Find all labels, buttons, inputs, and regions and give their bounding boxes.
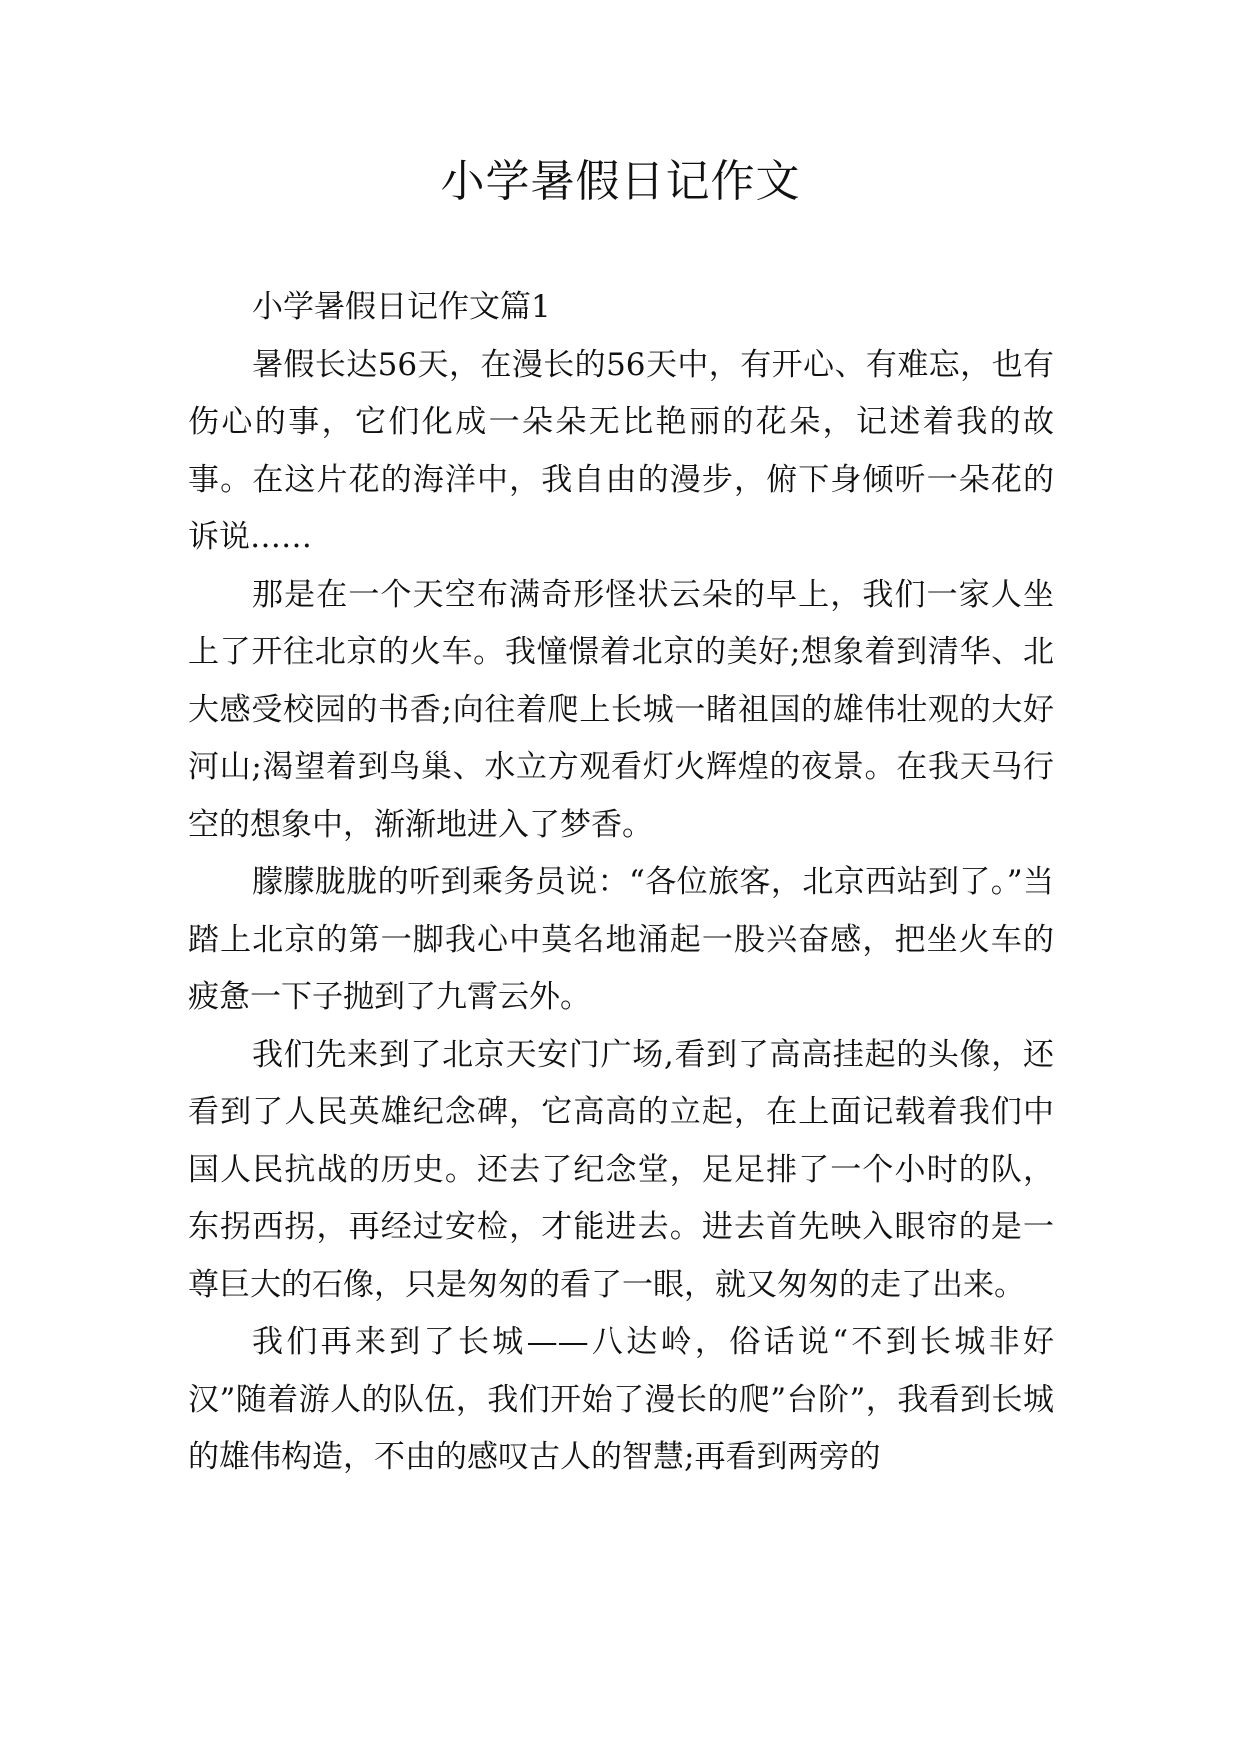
paragraph-1: 暑假长达56天，在漫长的56天中，有开心、有难忘，也有伤心的事，它们化成一朵朵无比艳丽的花朵，记述着我的故事。在这片花的海洋中，我自由的漫步，俯下身倾听一朵花的诉说…… [188,346,1054,555]
paragraph-4: 我们先来到了北京天安门广场,看到了高高挂起的头像，还看到了人民英雄纪念碑，它高高的立起，在上面记载着我们中国人民抗战的历史。还去了纪念堂，足足排了一个小时的队，东拐西拐，再经过安检，才能进去。进去首先映入眼帘的是一尊巨大的石像，只是匆匆的看了一眼，就又匆匆的走了出来。 [188,1036,1054,1303]
document-body [188,279,1054,1487]
section-heading: 小学暑假日记作文篇1 [252,289,551,325]
paragraph-2: 那是在一个天空布满奇形怪状云朵的早上，我们一家人坐上了开往北京的火车。我憧憬着北京的美好;想象着到清华、北大感受校园的书香;向往着爬上长城一睹祖国的雄伟壮观的大好河山;渴望着到鸟巢、水立方观看灯火辉煌的夜景。在我天马行空的想象中，渐渐地进入了梦香。 [188,576,1054,843]
document-title: 小学暑假日记作文 [440,156,801,207]
paragraph-3: 朦朦胧胧的听到乘务员说：“各位旅客，北京西站到了。”当踏上北京的第一脚我心中莫名地涌起一股兴奋感，把坐火车的疲惫一下子抛到了九霄云外。 [188,864,1054,1015]
paragraph-5: 我们再来到了长城——八达岭，俗话说“不到长城非好汉”随着游人的队伍，我们开始了漫长的爬”台阶”，我看到长城的雄伟构造，不由的感叹古人的智慧;再看到两旁的 [188,1324,1054,1475]
